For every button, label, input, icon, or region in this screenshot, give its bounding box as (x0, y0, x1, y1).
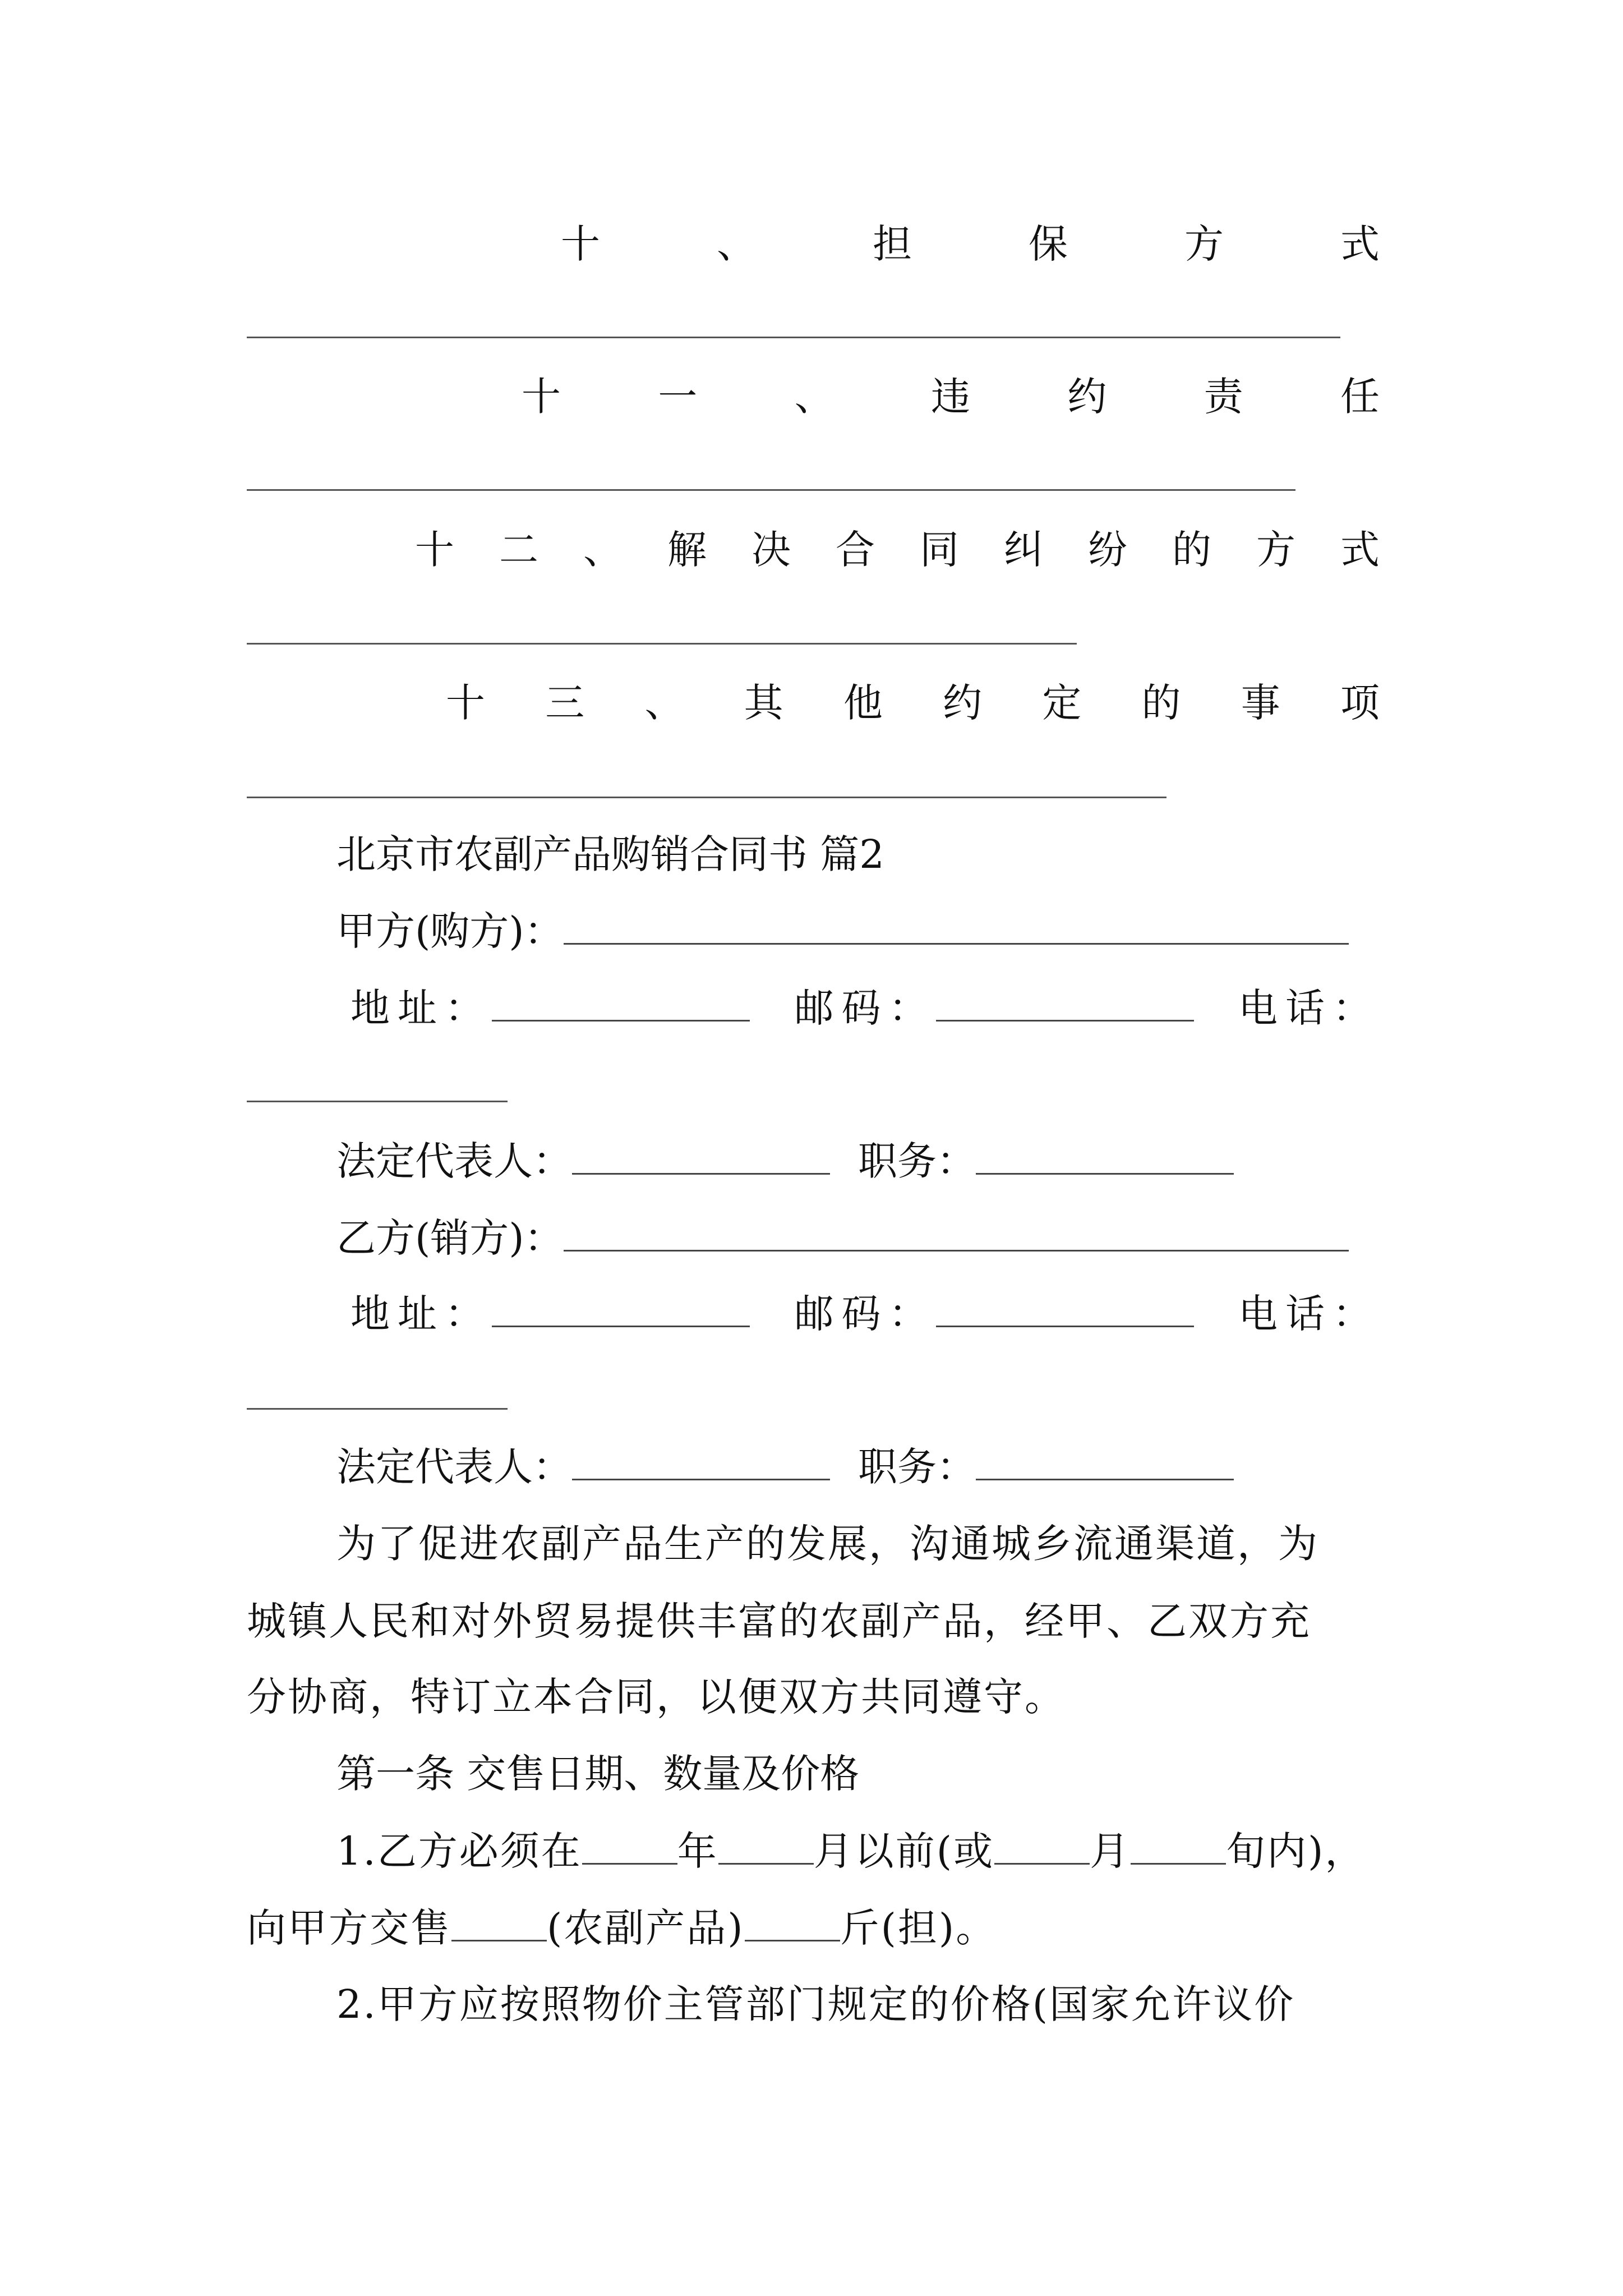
party-a-rep-label: 法定代表人： (336, 1138, 572, 1184)
section12-char: 十 (415, 527, 454, 573)
party-a-address-label: 地址： (351, 985, 492, 1031)
section11-char: 违 (930, 374, 970, 420)
section12-char: 解 (667, 527, 707, 573)
party-a-phone-label: 电话： (1238, 985, 1380, 1031)
section12-char: 合 (836, 527, 875, 573)
party-b-contact-row (351, 1289, 1380, 1339)
section13-char: 其 (744, 680, 783, 726)
section13-char: 事 (1241, 680, 1280, 726)
party-a-address-field[interactable] (492, 986, 750, 1022)
preamble-line-2: 城镇人民和对外贸易提供丰富的农副产品，经甲、乙双方充 (247, 1598, 1311, 1644)
section10-char: 十 (561, 221, 600, 267)
party-a-phone-field[interactable] (247, 1101, 508, 1102)
item-1-text-g: (农副产品) (547, 1905, 745, 1951)
section12-char: 方 (1256, 527, 1295, 573)
section11-char: 约 (1067, 374, 1107, 420)
section10-char: 担 (873, 221, 912, 267)
party-b-rep-field[interactable] (572, 1445, 830, 1480)
item-1-text-h: 斤(担)。 (840, 1905, 997, 1951)
party-b-rep-row (336, 1442, 1234, 1492)
section10-char: 方 (1184, 221, 1224, 267)
item-1-year-field[interactable] (582, 1829, 677, 1865)
party-a-postcode-field[interactable] (936, 986, 1194, 1022)
section11-char: 任 (1340, 374, 1380, 420)
section-11-heading (522, 371, 1380, 422)
party-b-title-label: 职务： (858, 1444, 976, 1490)
section-11-fill-line (247, 489, 1295, 491)
section13-char: 、 (644, 680, 684, 726)
section-10-heading (561, 219, 1380, 269)
item-1-text-b: 年 (677, 1828, 718, 1874)
section13-char: 约 (943, 680, 983, 726)
item-1-product-field[interactable] (451, 1906, 547, 1941)
preamble-line-3: 分协商，特订立本合同，以便双方共同遵守。 (247, 1674, 1066, 1720)
item-1-quantity-field[interactable] (745, 1906, 840, 1941)
section12-char: 纷 (1088, 527, 1127, 573)
item-1-period-field[interactable] (1131, 1829, 1226, 1865)
article-1-item-2-line-1: 2.甲方应按照物价主管部门规定的价格(国家允许议价 (336, 1981, 1295, 2027)
party-b-postcode-field[interactable] (936, 1292, 1194, 1327)
party-b-label: 乙方(销方)： (336, 1215, 564, 1261)
party-a-row (336, 906, 1349, 956)
party-a-postcode-label: 邮码： (794, 985, 936, 1031)
section12-char: 纠 (1004, 527, 1043, 573)
section11-char: 一 (658, 374, 698, 420)
party-b-phone-label: 电话： (1238, 1291, 1380, 1337)
party-a-name-field[interactable] (564, 909, 1349, 945)
section12-char: 二 (499, 527, 538, 573)
section-12-heading (415, 524, 1380, 575)
section12-char: 、 (583, 527, 623, 573)
party-b-rep-label: 法定代表人： (336, 1444, 572, 1490)
document-title: 北京市农副产品购销合同书 篇2 (336, 831, 884, 877)
party-a-rep-field[interactable] (572, 1139, 830, 1175)
party-a-title-label: 职务： (858, 1138, 976, 1184)
party-b-address-field[interactable] (492, 1292, 750, 1327)
section12-char: 式 (1340, 527, 1380, 573)
article-1-item-1-line-1 (336, 1826, 1366, 1876)
party-b-address-label: 地址： (351, 1291, 492, 1337)
section13-char: 定 (1042, 680, 1082, 726)
party-b-name-field[interactable] (564, 1216, 1349, 1251)
party-a-contact-row (351, 983, 1380, 1033)
section13-char: 他 (843, 680, 883, 726)
section12-char: 同 (920, 527, 959, 573)
item-1-month-field[interactable] (718, 1829, 814, 1865)
section13-char: 的 (1141, 680, 1181, 726)
party-b-title-field[interactable] (976, 1445, 1234, 1480)
section-12-fill-line (247, 643, 1077, 645)
item-1-alt-month-field[interactable] (994, 1829, 1090, 1865)
section12-char: 的 (1172, 527, 1211, 573)
section11-char: 责 (1204, 374, 1243, 420)
article-1-item-1-line-2 (247, 1903, 997, 1953)
party-b-phone-field[interactable] (247, 1408, 508, 1410)
article-1-title: 第一条 交售日期、数量及价格 (336, 1751, 860, 1797)
section10-char: 、 (717, 221, 756, 267)
section10-char: 保 (1029, 221, 1068, 267)
preamble-line-1: 为了促进农副产品生产的发展，沟通城乡流通渠道，为 (336, 1521, 1319, 1567)
party-a-label: 甲方(购方)： (336, 908, 564, 954)
section-13-fill-line (247, 797, 1166, 798)
party-b-row (336, 1213, 1349, 1263)
section13-char: 项 (1340, 680, 1380, 726)
section-13-heading (446, 678, 1380, 728)
section11-char: 十 (522, 374, 561, 420)
section10-char: 式 (1340, 221, 1380, 267)
item-1-text-e: 旬内)， (1226, 1828, 1366, 1874)
section-10-fill-line (247, 337, 1340, 338)
item-1-text-c: 月以前(或 (813, 1828, 995, 1874)
party-a-rep-row (336, 1136, 1234, 1186)
item-1-text-a: 1.乙方必须在 (336, 1828, 582, 1874)
item-1-text-d: 月 (1090, 1828, 1131, 1874)
party-a-title-field[interactable] (976, 1139, 1234, 1175)
party-b-postcode-label: 邮码： (794, 1291, 936, 1337)
section13-char: 十 (446, 680, 485, 726)
section11-char: 、 (794, 374, 834, 420)
item-1-text-f: 向甲方交售 (247, 1905, 451, 1951)
section13-char: 三 (545, 680, 585, 726)
section12-char: 决 (751, 527, 791, 573)
